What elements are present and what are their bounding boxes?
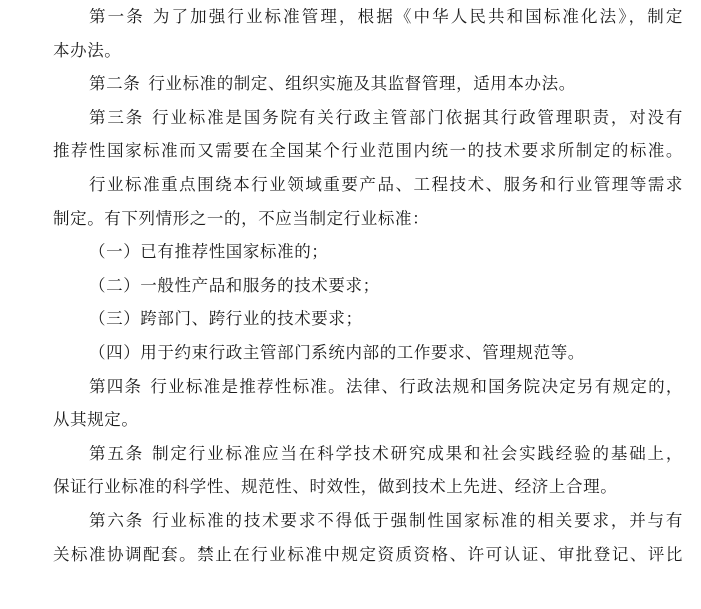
document-body [53,0,683,571]
paragraph-line: 推荐性国家标准而又需要在全国某个行业范围内统一的技术要求所制定的标准。 [53,141,683,161]
article-number: 第三条 [89,107,145,127]
paragraph-line [53,0,683,34]
article-2 [53,67,683,101]
paragraph-line: 制定。有下列情形之一的，不应当制定行业标准： [53,208,430,228]
article-number: 第一条 [89,7,145,26]
article-5 [53,437,683,504]
paragraph-line [53,504,683,538]
paragraph-line: 本办法。 [53,40,122,60]
list-item: （四）用于约束行政主管部门系统内部的工作要求、管理规范等。 [89,342,585,362]
list-item: （三）跨部门、跨行业的技术要求； [89,309,363,329]
article-4 [53,370,683,437]
article-text: 制定行业标准应当在科学技术研究成果和社会实践经验的基础上， [152,443,683,463]
paragraph-line [53,101,683,135]
paragraph-line: 行业标准重点围绕本行业领域重要产品、工程技术、服务和行业管理等需求 [89,174,683,194]
article-number: 第四条 [89,376,143,396]
article-number: 第六条 [89,510,145,530]
paragraph-line: 关标准协调配套。禁止在行业标准中规定资质资格、许可认证、审批登记、评比 [53,544,683,564]
article-3 [53,101,683,168]
article-text: 行业标准是推荐性标准。法律、行政法规和国务院决定另有规定的， [150,376,683,396]
article-text: 行业标准的制定、组织实施及其监督管理，适用本办法。 [148,74,576,94]
paragraph-line [53,67,683,101]
article-3-continuation [53,168,683,235]
paragraph-line [53,370,683,404]
list-item: （一）已有推荐性国家标准的； [89,242,329,262]
article-text: 行业标准是国务院有关行政主管部门依据其行政管理职责，对没有 [152,107,683,127]
article-text: 行业标准的技术要求不得低于强制性国家标准的相关要求，并与有 [152,510,683,530]
article-6 [53,504,683,571]
paragraph-line: 保证行业标准的科学性、规范性、时效性，做到技术上先进、经济上合理。 [53,477,618,497]
article-number: 第五条 [89,443,145,463]
article-1 [53,0,683,67]
paragraph-line: 从其规定。 [53,410,139,430]
paragraph-line [53,437,683,471]
article-text: 为了加强行业标准管理，根据《中华人民共和国标准化法》，制定 [152,7,683,26]
list-item: （二）一般性产品和服务的技术要求； [89,275,380,295]
article-number: 第二条 [89,74,141,94]
